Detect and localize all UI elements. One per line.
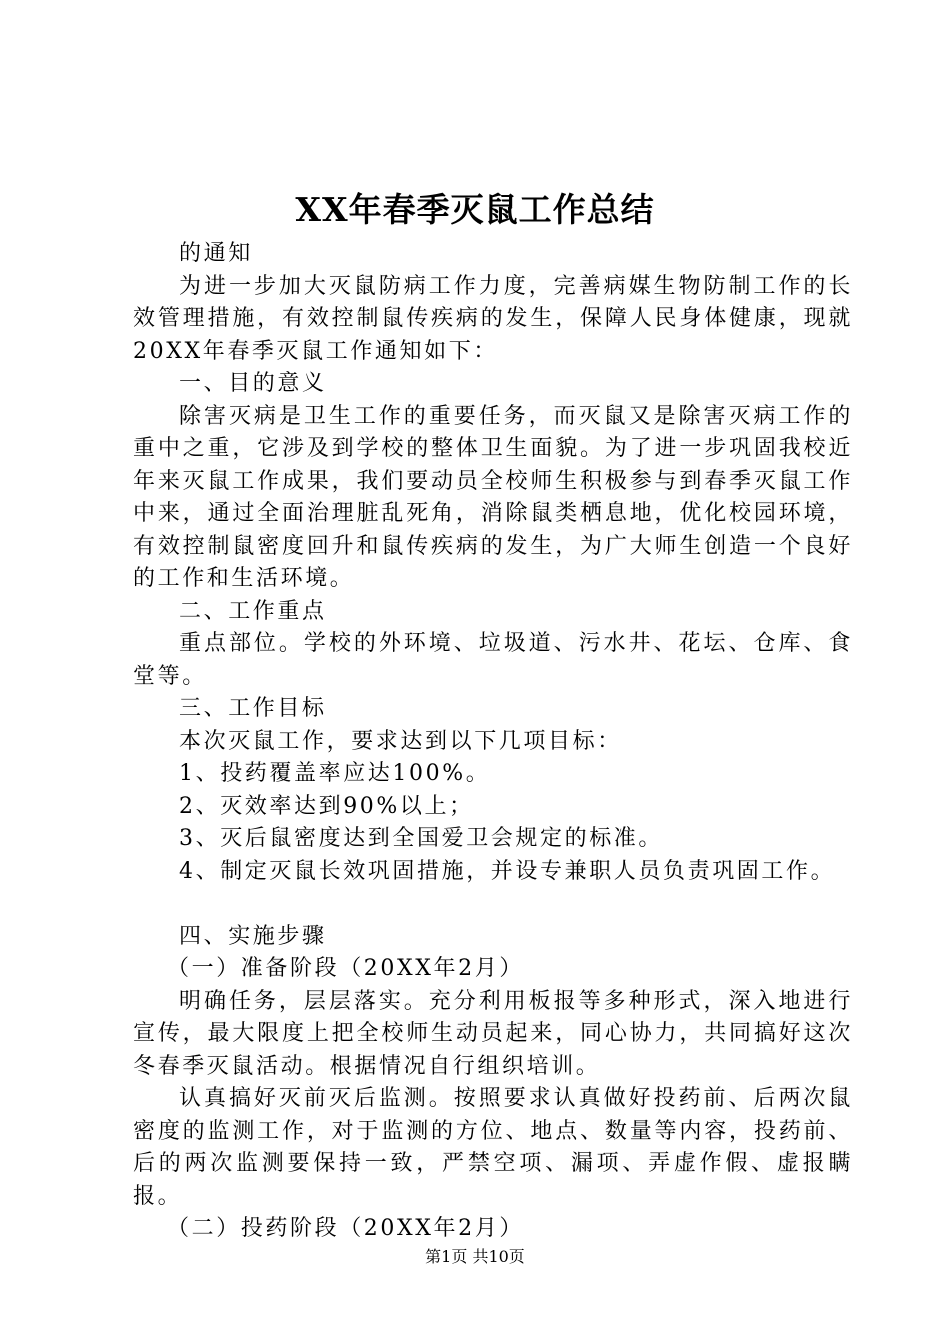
heading-goals: 三、工作目标 [179,696,327,721]
paragraph-notice-label: 的通知 [179,241,253,266]
heading-key-points: 二、工作重点 [179,598,327,624]
paragraph-preparation: 明确任务，层层落实。充分利用板报等多种形式，深入地进行宣传，最大限度上把全校师生动员起来，同心协力，共同搞好这次冬春季灭鼠活动。根据情况自行组织培训。 [133,988,853,1079]
heading-steps: 四、实施步骤 [179,923,327,949]
paragraph-purpose: 除害灭病是卫生工作的重要任务，而灭鼠又是除害灭病工作的重中之重，它涉及到学校的整体卫生面貌。为了进一步巩固我校近年来灭鼠工作成果，我们要动员全校师生积极参与到春季灭鼠工作中来，通过全面治理脏乱死角，消除鼠类栖息地，优化校园环境，有效控制鼠密度回升和鼠传疾病的发生，为广大师生创造一个良好的工作和生活环境。 [133,403,853,591]
subheading-baiting: （二）投药阶段（20XX年2月） [167,1216,524,1241]
subheading-preparation: （一）准备阶段（20XX年2月） [167,956,524,981]
goal-item-4: 4、制定灭鼠长效巩固措施，并设专兼职人员负责巩固工作。 [179,858,836,884]
goal-item-1: 1、投药覆盖率应达100%。 [179,761,491,786]
page-footer: 第1页 共10页 [425,1247,525,1266]
paragraph-monitoring: 认真搞好灭前灭后监测。按照要求认真做好投药前、后两次鼠密度的监测工作，对于监测的方位、地点、数量等内容，投药前、后的两次监测要保持一致，严禁空项、漏项、弄虚作假、虚报瞒报。 [133,1086,853,1209]
goal-item-2: 2、灭效率达到90%以上； [179,793,474,819]
paragraph-key-points: 重点部位。学校的外环境、垃圾道、污水井、花坛、仓库、食堂等。 [133,631,853,689]
goal-item-3: 3、灭后鼠密度达到全国爱卫会规定的标准。 [179,826,663,851]
paragraph-goals-intro: 本次灭鼠工作，要求达到以下几项目标： [179,728,622,754]
heading-purpose: 一、目的意义 [179,371,327,396]
blank-line [133,888,853,921]
paragraph-intro: 为进一步加大灭鼠防病工作力度，完善病媒生物防制工作的长效管理措施，有效控制鼠传疾病的发生，保障人民身体健康，现就20XX年春季灭鼠工作通知如下： [133,273,853,364]
document-title: XX年春季灭鼠工作总结 [295,190,655,229]
document-body [133,238,853,1246]
